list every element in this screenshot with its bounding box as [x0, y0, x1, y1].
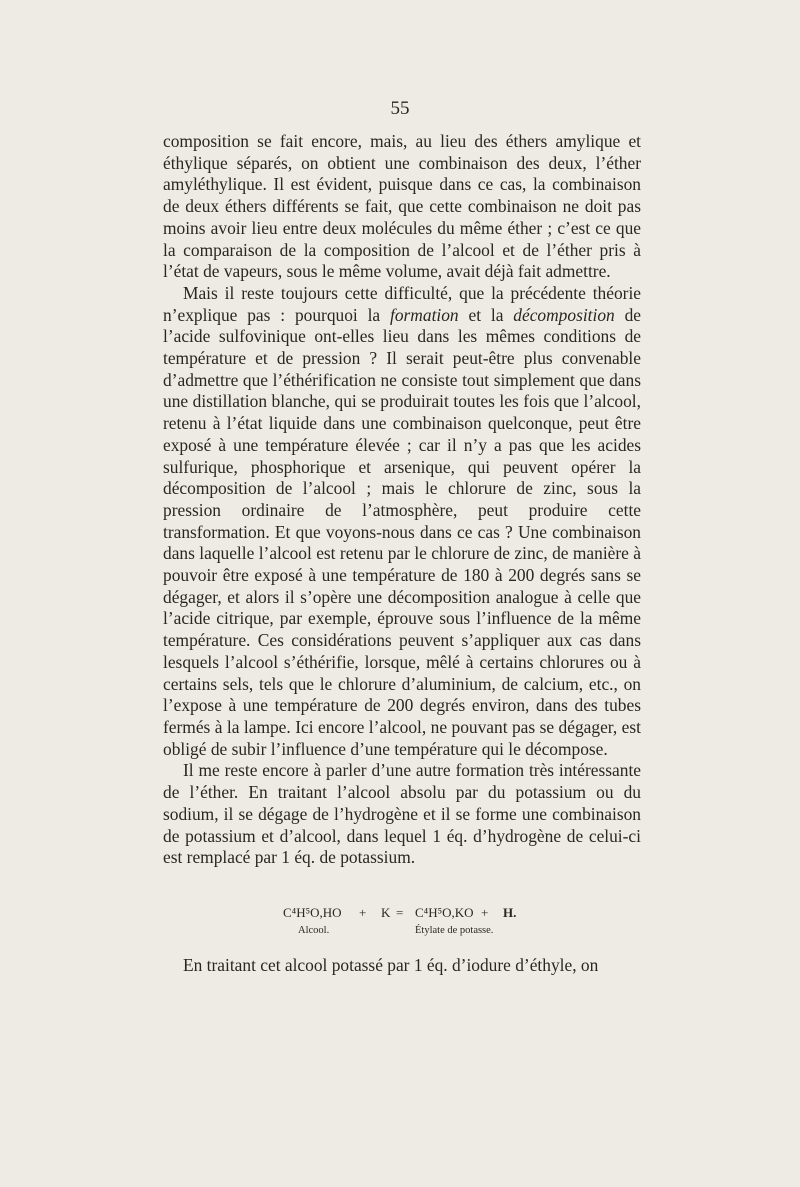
emphasis-text: décomposition [513, 304, 615, 325]
formula-equals: = [396, 905, 404, 920]
paragraph [163, 283, 641, 760]
paragraph-text: composition se fait encore, mais, au lieu des éthers amylique et éthylique séparés, on obtient une combinaison des deux, l’éther amyléthylique. Il est évident, puisque dans ce cas, la combinaison de deux éthers différents se fait, que cette combinaison ne doit pas moins avoir lieu entre deux molécules du même éther ; c’est ce que la comparaison de la composition de l’alcool et de l’éther pris à l’état de vapeurs, sous le même volume, avait déjà fait admettre. [163, 131, 641, 282]
paragraph-text: et la [458, 304, 514, 325]
caption-etylate: Étylate de potasse. [415, 925, 494, 936]
paragraph-text: Mais il reste toujours cette difficulté, que la précédente théorie n’explique pas : pourquoi la [163, 282, 641, 325]
paragraph-text: Il me reste encore à parler d’une autre formation très intéressante de l’éther. En traitant l’alcool absolu par du potassium ou du sodium, il se dégage de l’hydrogène et il se forme une combinaison de potassium et d’alcool, dans lequel 1 éq. d’hydrogène de celui-ci est remplacé par 1 éq. de potassium. [163, 760, 641, 868]
page-number: 55 [390, 98, 410, 119]
formula-plus-1: + [359, 905, 367, 920]
paragraph-text: de l’acide sulfovinique ont-elles lieu dans les mêmes conditions de température et de pression ? Il serait peut-être plus convenable d’admettre que l’éthérification ne consiste tout simplement que dans une distillation blanche, qui se produirait toutes les fois que l’alcool, retenu à l’état liquide dans une combinaison quelconque, peut être exposé à une température élevée ; car il n’y a pas que les acides sulfurique, phosphorique et arsenique, qui peuvent opérer la décomposition de l’alcool ; mais le chlorure de zinc, sous la pression ordinaire de l’atmosphère, peut produire cette transformation. Et que voyons-nous dans ce cas ? Une combinaison dans laquelle l’alcool est retenu par le chlorure de zinc, de manière à pouvoir être exposé à une température de 180 à 200 degrés sans se dégager, et alors il s’opère une décomposition analogue à celle que l’acide citrique, par exemple, éprouve sous l’influence de la même température. Ces considérations peuvent s’appliquer aux cas dans lesquels l’alcool s’éthérifie, lorsque, mêlé à certains chlorures ou à certains sels, tels que le chlorure d’aluminium, de calcium, etc., on l’expose à une température de 200 degrés environ, dans des tubes fermés à la lampe. Ici encore l’alcool, ne pouvant pas se dégager, est obligé de subir l’influence d’une température qui le décompose. [163, 304, 642, 759]
formula-alcohol: C⁴H⁵O,HO [283, 905, 342, 920]
formula-plus-2: + [481, 905, 489, 920]
caption-alcool: Alcool. [298, 925, 330, 936]
body-text [163, 131, 641, 869]
paragraph [163, 131, 641, 283]
formula-ethylate: C⁴H⁵O,KO [415, 905, 474, 920]
chemical-equation [163, 905, 641, 939]
emphasis-text: formation [390, 304, 459, 325]
formula-potassium: K [381, 905, 391, 920]
last-line: En traitant cet alcool potassé par 1 éq. d’iodure d’éthyle, on [183, 955, 599, 975]
formula-hydrogen: H. [503, 905, 517, 920]
paragraph [163, 760, 641, 869]
